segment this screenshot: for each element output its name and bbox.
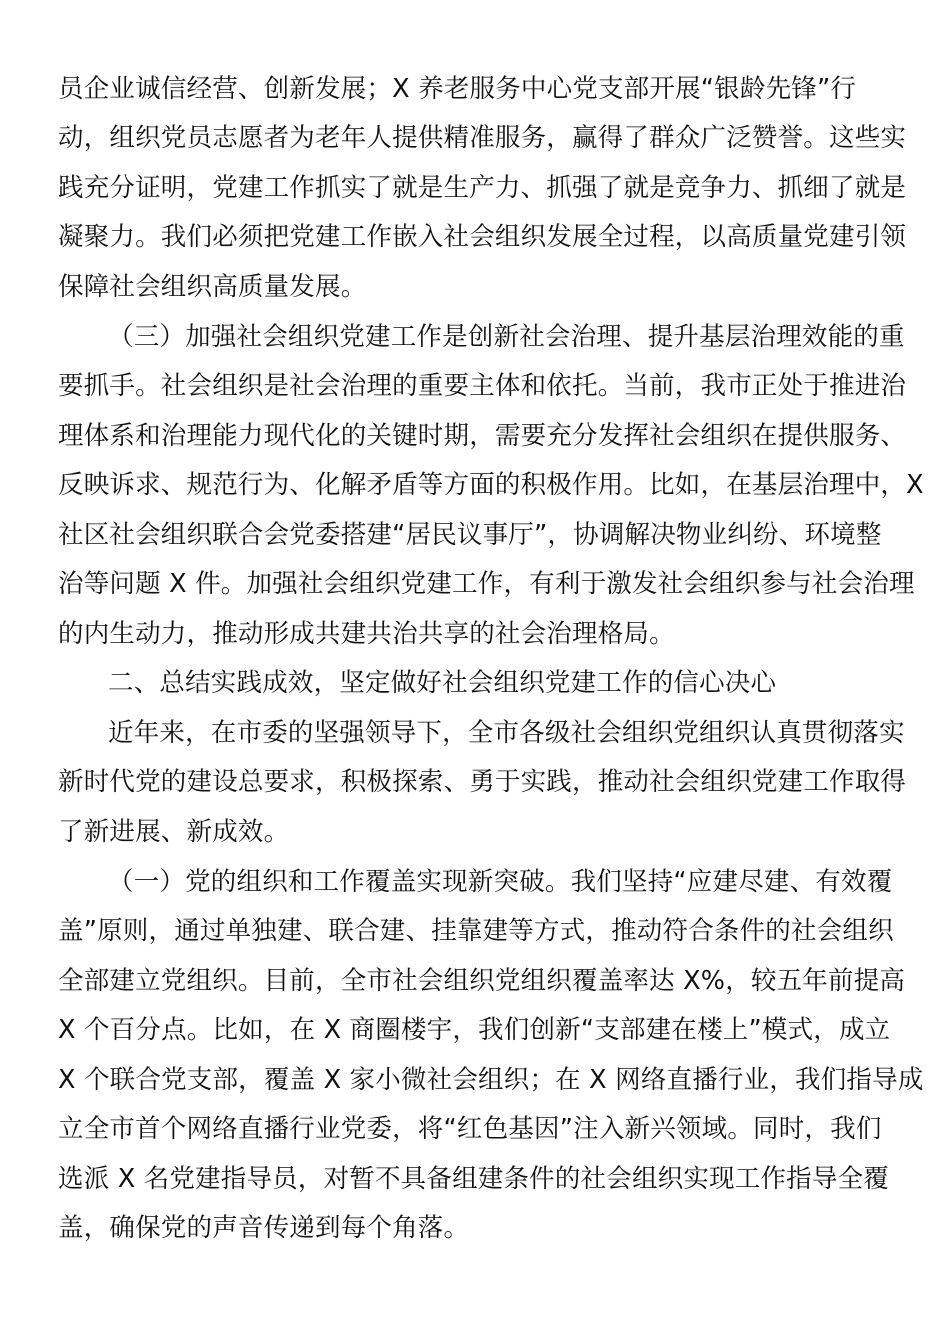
text-line: X 个百分点。比如，在 X 商圈楼宇，我们创新“支部建在楼上”模式，成立: [58, 1015, 891, 1045]
text-line: 凝聚力。我们必须把党建工作嵌入社会组织发展全过程，以高质量党建引领: [58, 222, 907, 252]
text-line: 了新进展、新成效。: [58, 817, 290, 847]
text-line: 理体系和治理能力现代化的关键时期，需要充分发挥社会组织在提供服务、: [58, 421, 907, 451]
section-heading: 二、总结实践成效，坚定做好社会组织党建工作的信心决心: [108, 668, 777, 698]
text-line: 动，组织党员志愿者为老年人提供精准服务，赢得了群众广泛赞誉。这些实: [58, 123, 907, 153]
text-line: 治等问题 X 件。加强社会组织党建工作，有利于激发社会组织参与社会治理: [58, 569, 915, 599]
text-line: 社区社会组织联合会党委搭建“居民议事厅”，协调解决物业纠纷、环境整: [58, 520, 882, 550]
text-line: 盖，确保党的声音传递到每个角落。: [58, 1213, 470, 1243]
text-line: 盖”原则，通过单独建、联合建、挂靠建等方式，推动符合条件的社会组织: [58, 916, 894, 946]
text-line: 选派 X 名党建指导员，对暂不具备组建条件的社会组织实现工作指导全覆: [58, 1164, 889, 1194]
text-line: 全部建立党组织。目前，全市社会组织党组织覆盖率达 X%，较五年前提高: [58, 966, 906, 996]
text-line: 新时代党的建设总要求，积极探索、勇于实践，推动社会组织党建工作取得: [58, 767, 907, 797]
text-line: 践充分证明，党建工作抓实了就是生产力、抓强了就是竞争力、抓细了就是: [58, 173, 907, 203]
text-line: 近年来，在市委的坚强领导下，全市各级社会组织党组织认真贯彻落实: [108, 718, 905, 748]
text-line: 要抓手。社会组织是社会治理的重要主体和依托。当前，我市正处于推进治: [58, 371, 907, 401]
text-line: 的内生动力，推动形成共建共治共享的社会治理格局。: [58, 619, 675, 649]
text-line: X 个联合党支部，覆盖 X 家小微社会组织；在 X 网络直播行业，我们指导成: [58, 1065, 924, 1095]
text-line: 反映诉求、规范行为、化解矛盾等方面的积极作用。比如，在基层治理中，X: [58, 470, 924, 500]
text-line: 立全市首个网络直播行业党委，将“红色基因”注入新兴领域。同时，我们: [58, 1114, 882, 1144]
paragraph-heading: （三）加强社会组织党建工作是创新社会治理、提升基层治理效能的重: [108, 322, 905, 352]
text-line: 员企业诚信经营、创新发展；X 养老服务中心党支部开展“银龄先锋”行: [58, 74, 857, 104]
text-line: 保障社会组织高质量发展。: [58, 272, 367, 302]
paragraph-heading: （一）党的组织和工作覆盖实现新突破。我们坚持“应建尽建、有效覆: [108, 867, 893, 897]
